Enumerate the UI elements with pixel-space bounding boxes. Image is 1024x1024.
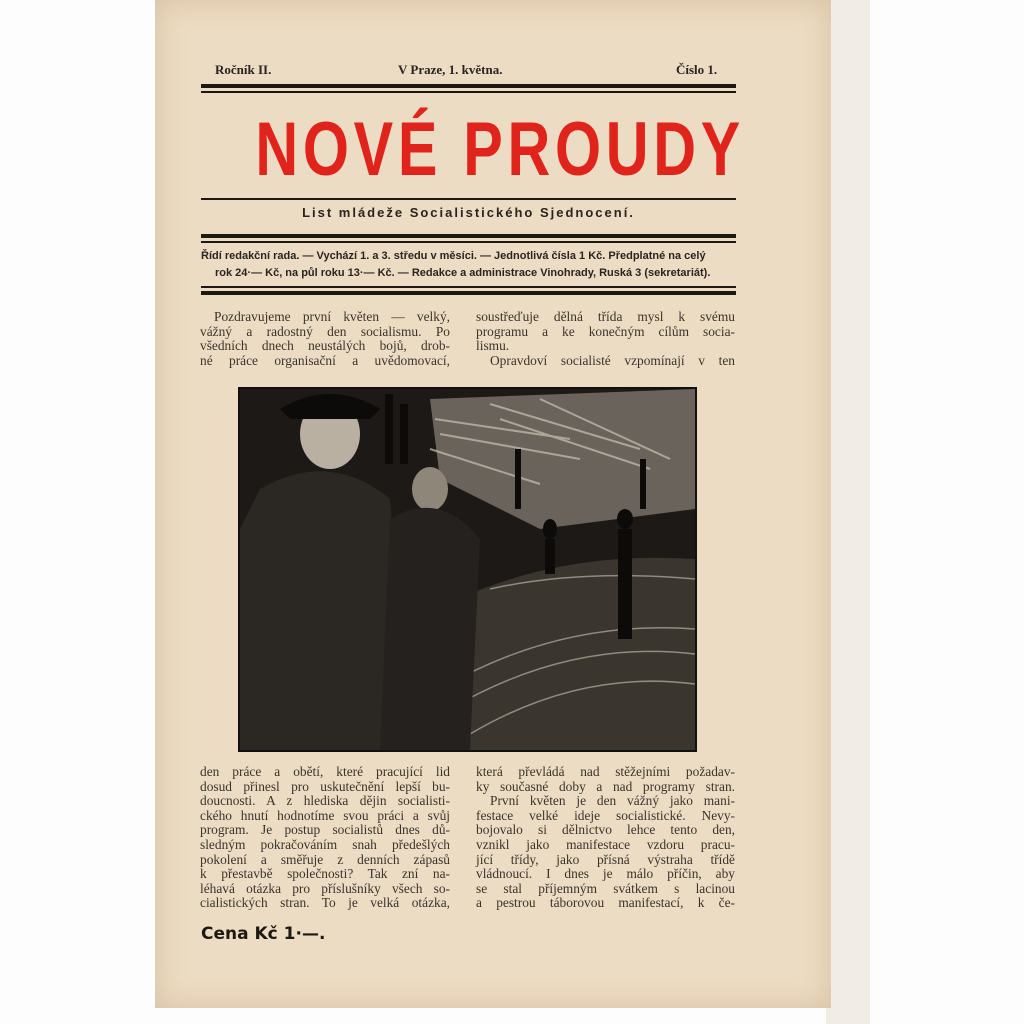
newspaper-title: NOVÉ PROUDY: [255, 107, 745, 192]
info-line: Řídí redakční rada. — Vychází 1. a 3. středu v měsíci. — Jednotlivá čísla 1 Kč. Předplatné na celý: [201, 250, 706, 262]
text-line: která převládá nad stěžejními požadav-: [476, 764, 735, 779]
text-line: sledným pokračováním snah předešlých: [200, 836, 450, 852]
article-column-bottom-right: [476, 765, 735, 911]
article-column-top-left: [200, 310, 450, 368]
article-column-top-right: [476, 310, 735, 368]
woodcut-illustration: [238, 387, 697, 752]
text-line: vážný a radostný den socialismu. Po: [200, 323, 450, 339]
date-label: V Praze, 1. května.: [398, 62, 503, 77]
info-line: rok 24·— Kč, na půl roku 13·— Kč. — Redakce a administrace Vinohrady, Ruská 3 (sekretariát).: [215, 267, 711, 279]
text-line: vládnoucí. I dnes je málo příčin, aby: [476, 866, 735, 882]
divider: [201, 241, 736, 243]
divider: [201, 234, 736, 238]
text-line: ky současné doby a nad programy stran.: [476, 778, 735, 794]
text-line: První květen je den vážný jako mani-: [490, 793, 735, 809]
text-line: bojovalo si dělnictvo lehce tento den,: [476, 822, 735, 838]
text-line: a pestrou táborovou manifestací, k če-: [476, 895, 735, 911]
publication-info: [201, 248, 736, 282]
divider: [201, 198, 736, 200]
text-line: Opravdoví socialisté vzpomínají v ten: [490, 352, 735, 368]
divider: [201, 291, 736, 295]
text-line: festace velké ideje socialistické. Nevy-: [476, 807, 735, 823]
divider: [201, 91, 736, 93]
text-line: program. Je postup socialistů dnes dů-: [200, 822, 450, 838]
text-line: se stal příjemným svátkem s lacinou: [476, 880, 735, 896]
text-line: cialistických stran. To je velká otázka,: [200, 895, 450, 911]
text-line: doucnosti. A z hlediska dějin socialisti-: [200, 793, 450, 809]
text-line: né práce organisační a uvědomovací,: [200, 352, 450, 368]
text-line: všedních dnech neustálých bojů, drob-: [200, 338, 450, 354]
text-line: vznikl jako manifestace vzdoru pracu-: [476, 836, 735, 852]
divider: [201, 286, 736, 288]
text-line: k přestavbě společnosti? Tak zní na-: [200, 866, 450, 882]
text-line: léhavá otázka pro příslušníky všech so-: [200, 880, 450, 896]
text-line: jící třídy, jako přísná výstraha třídě: [476, 851, 735, 867]
scan-edge: [826, 0, 870, 1024]
text-line: soustřeďuje dělná třída mysl k svému: [476, 309, 735, 324]
text-line: programu a ke konečným cílům socia-: [476, 323, 735, 339]
text-line: dosud přinesl pro uskutečnění lepší bu-: [200, 778, 450, 794]
article-column-bottom-left: [200, 765, 450, 911]
newspaper-subtitle: List mládeže Socialistického Sjednocení.: [302, 205, 635, 220]
divider: [201, 84, 736, 88]
workers-factory-woodcut: [240, 389, 695, 750]
text-line: ckého hnutí hodnotíme svou práci a svůj: [200, 807, 450, 823]
text-line: Pozdravujeme první květen — velký,: [214, 309, 450, 324]
issue-label: Číslo 1.: [676, 62, 718, 77]
text-line: lismu.: [476, 338, 510, 354]
price-label: Cena Kč 1·—.: [201, 924, 326, 944]
text-line: pokolení a směřuje z denních zápasů: [200, 851, 450, 867]
text-line: den práce a obětí, které pracující lid: [200, 764, 450, 779]
volume-label: Ročník II.: [215, 62, 272, 77]
